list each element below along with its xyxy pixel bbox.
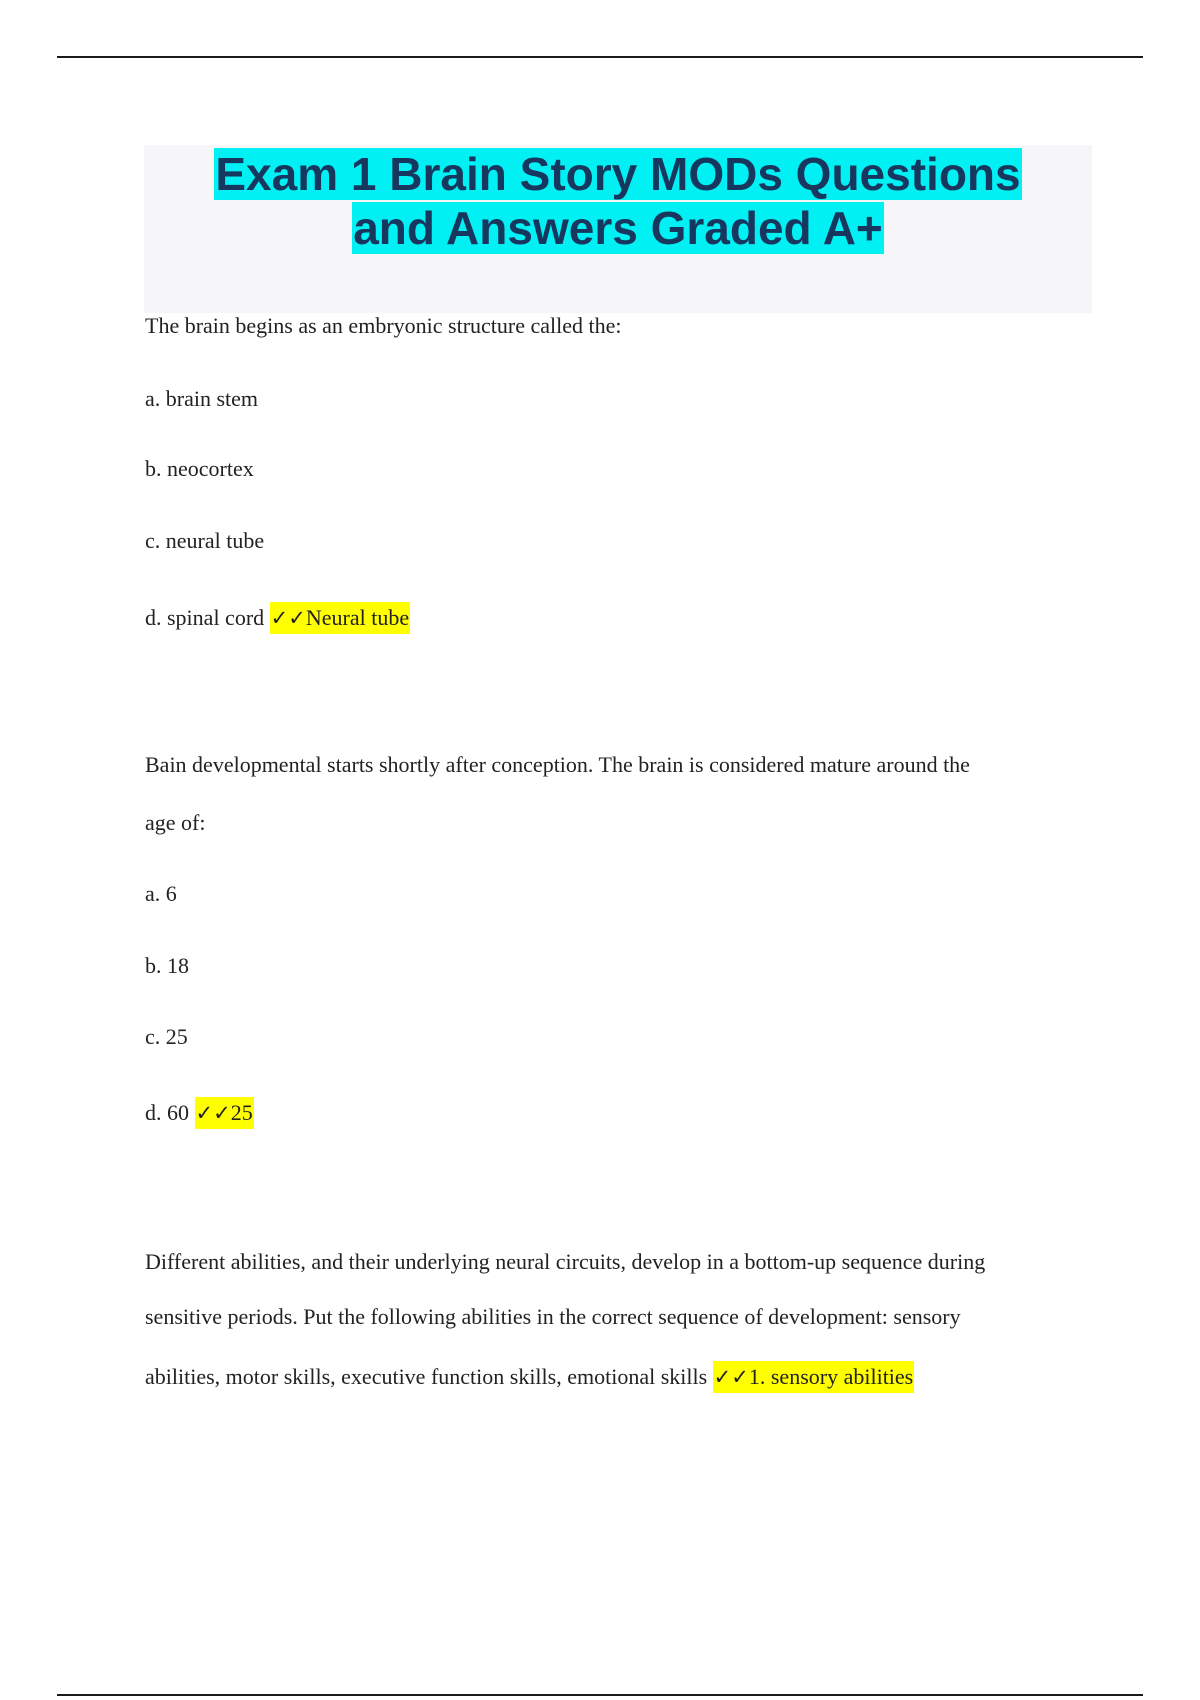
question-2-option-d: d. 60 — [145, 1100, 189, 1125]
document-title-line-1: Exam 1 Brain Story MODs Questions — [215, 148, 1021, 200]
answer-highlight — [195, 1097, 254, 1129]
answer-highlight — [713, 1361, 915, 1393]
checkmark-icon: ✓✓ — [713, 1365, 749, 1389]
header-rule — [57, 56, 1143, 58]
question-1-option-c: c. neural tube — [145, 528, 265, 553]
checkmark-icon: ✓✓ — [195, 1101, 231, 1125]
document-title-line-2: and Answers Graded A+ — [353, 202, 883, 254]
question-2-option-a: a. 6 — [145, 881, 177, 906]
question-1-prompt: The brain begins as an embryonic structure called the: — [145, 313, 622, 338]
question-2-prompt-line-2: age of: — [145, 810, 206, 835]
question-1-option-d-row — [145, 605, 410, 631]
checkmark-icon: ✓✓ — [270, 606, 306, 630]
question-3-prompt-line-3: abilities, motor skills, executive function skills, emotional skills — [145, 1364, 708, 1389]
question-2-prompt-line-1: Bain developmental starts shortly after conception. The brain is considered mature around the — [145, 752, 970, 777]
question-3-answer: 1. sensory abilities — [748, 1364, 914, 1389]
question-2-answer: 25 — [230, 1100, 253, 1125]
question-1-option-d: d. spinal cord — [145, 605, 265, 630]
question-1-option-b: b. neocortex — [145, 456, 254, 481]
question-1-answer: Neural tube — [305, 605, 410, 630]
question-1-option-a: a. brain stem — [145, 386, 259, 411]
question-3-prompt-line-2: sensitive periods. Put the following abilities in the correct sequence of development: sensory — [145, 1304, 961, 1329]
answer-highlight — [270, 602, 410, 634]
question-2-option-c: c. 25 — [145, 1024, 188, 1049]
title-banner — [144, 145, 1092, 313]
question-3-prompt-line-1: Different abilities, and their underlying neural circuits, develop in a bottom-up sequence during — [145, 1249, 986, 1274]
question-3-prompt-line-3-row — [145, 1364, 914, 1390]
question-2-option-b: b. 18 — [145, 953, 189, 978]
question-2-option-d-row — [145, 1100, 254, 1126]
footer-rule — [57, 1694, 1143, 1696]
